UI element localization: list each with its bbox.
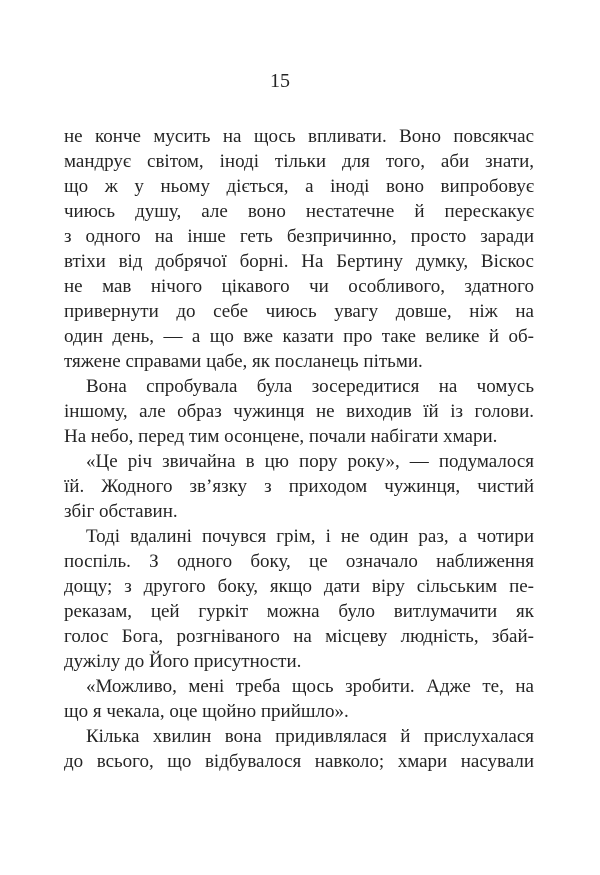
text-line: реказам, цей гуркіт можна було витлумачити як [64, 601, 534, 622]
text-line: привернути до себе чиюсь увагу довше, ніж на [64, 301, 534, 322]
text-line: що я чекала, оце щойно прийшло». [64, 701, 349, 722]
text-line: поспіль. З одного боку, це означало наближення [64, 551, 534, 572]
text-line: з одного на інше геть безпричинно, просто заради [64, 226, 534, 247]
text-line: до всього, що відбувалося навколо; хмари насували [64, 751, 534, 772]
paragraph-4 [64, 524, 534, 674]
text-line: збіг обставин. [64, 501, 178, 522]
paragraph-5 [64, 674, 534, 724]
paragraph-3 [64, 449, 534, 524]
text-line: їй. Жодного зв’язку з приходом чужинця, чистий [64, 476, 534, 497]
text-block [64, 124, 534, 774]
text-line: «Це річ звичайна в цю пору року», — подумалося [86, 451, 534, 472]
text-line: дужілу до Його присутности. [64, 651, 302, 672]
text-line: що ж у ньому діється, а іноді воно випробовує [64, 176, 534, 197]
text-line: втіхи від добрячої борні. На Бертину думку, Віскос [64, 251, 534, 272]
text-line: На небо, перед тим осонцене, почали набігати хмари. [64, 426, 498, 447]
text-line: тяжене справами цабе, як посланець пітьми. [64, 351, 423, 372]
page-number: 15 [270, 70, 290, 92]
text-line: Кілька хвилин вона придивлялася й прислухалася [86, 726, 534, 747]
text-line: не конче мусить на щось впливати. Воно повсякчас [64, 126, 534, 147]
text-line: іншому, але образ чужинця не виходив їй із голови. [64, 401, 534, 422]
text-line: один день, — а що вже казати про таке велике й об- [64, 326, 534, 347]
text-line: не мав нічого цікавого чи особливого, здатного [64, 276, 534, 297]
text-line: мандрує світом, іноді тільки для того, аби знати, [64, 151, 534, 172]
text-line: Вона спробувала була зосередитися на чомусь [86, 376, 534, 397]
text-line: голос Бога, розгніваного на місцеву людність, збай- [64, 626, 534, 647]
text-line: «Можливо, мені треба щось зробити. Адже те, на [86, 676, 534, 697]
paragraph-1 [64, 124, 534, 374]
paragraph-6 [64, 724, 534, 774]
text-line: дощу; з другого боку, якщо дати віру сільським пе- [64, 576, 534, 597]
text-line: чиюсь душу, але воно нестатечне й перескакує [64, 201, 534, 222]
text-line: Тоді вдалині почувся грім, і не один раз, а чотири [86, 526, 534, 547]
paragraph-2 [64, 374, 534, 449]
